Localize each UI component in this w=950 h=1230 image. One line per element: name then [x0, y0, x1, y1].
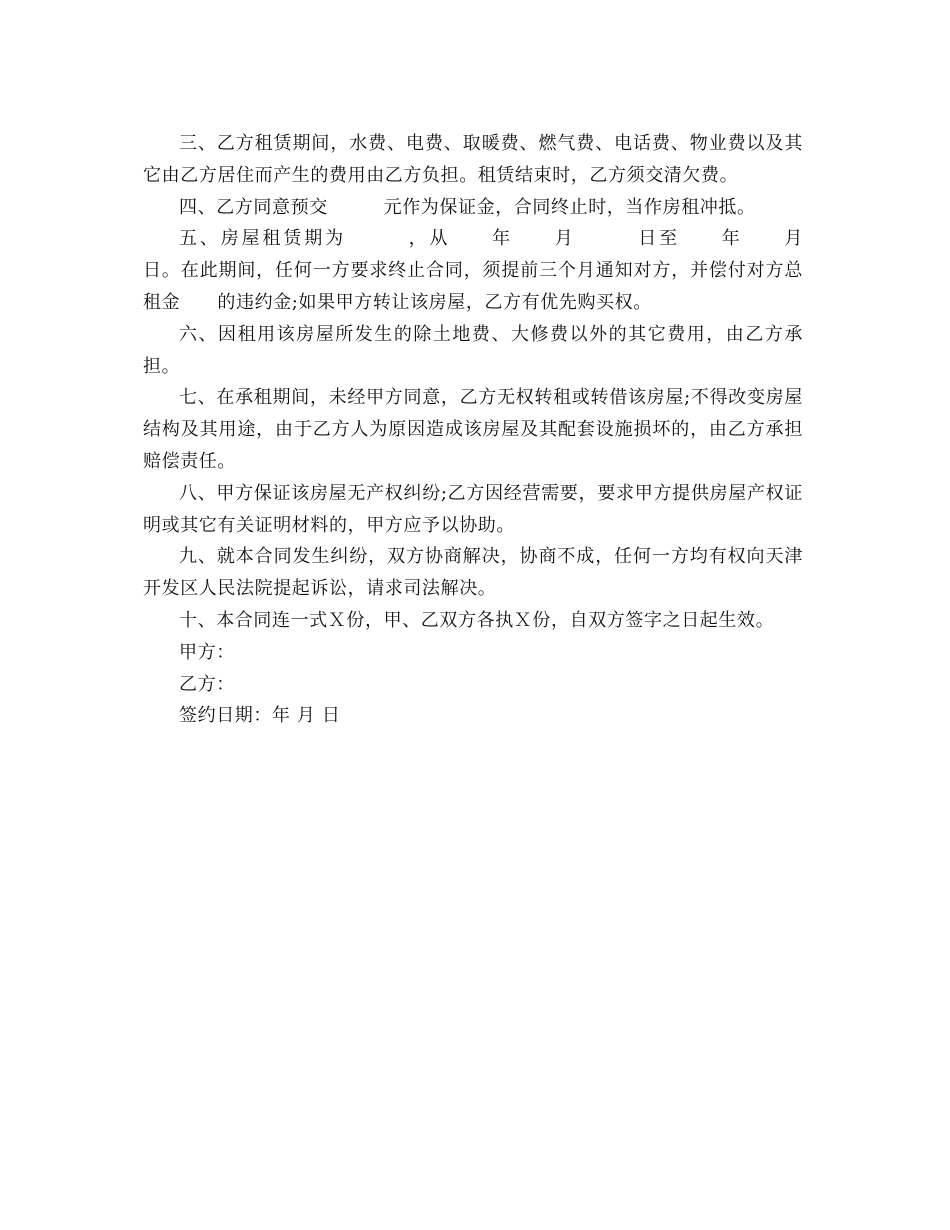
clause-6: 六、因租用该房屋所发生的除土地费、大修费以外的其它费用，由乙方承担。: [143, 323, 803, 377]
clause-8: 八、甲方保证该房屋无产权纠纷;乙方因经营需要，要求甲方提供房屋产权证明或其它有关证明材料的，甲方应予以协助。: [143, 482, 803, 536]
party-b-signature-line: 乙方：: [179, 673, 235, 695]
contract-body: [143, 128, 859, 732]
clause-10: 十、本合同连一式Ｘ份，甲、乙双方各执Ｘ份，自双方签字之日起生效。: [179, 609, 775, 631]
clause-7: 七、在承租期间，未经甲方同意，乙方无权转租或转借该房屋;不得改变房屋结构及其用途，由于乙方人为原因造成该房屋及其配套设施损坏的，由乙方承担赔偿责任。: [143, 387, 803, 472]
clause-3: 三、乙方租赁期间，水费、电费、取暖费、燃气费、电话费、物业费以及其它由乙方居住而产生的费用由乙方负担。租赁结束时，乙方须交清欠费。: [143, 133, 803, 186]
party-a-signature-line: 甲方：: [179, 641, 235, 663]
clause-4: 四、乙方同意预交 元作为保证金，合同终止时，当作房租冲抵。: [179, 196, 756, 218]
clause-5: 五、房屋租赁期为 ，从 年 月 日至 年 月 日。在此期间，任何一方要求终止合同，须提前三个月通知对方，并偿付对方总租金 的违约金;如果甲方转让该房屋，乙方有优先购买权。: [143, 228, 859, 313]
signing-date-line: 签约日期：年 月 日: [179, 705, 341, 727]
clause-9: 九、就本合同发生纠纷，双方协商解决，协商不成，任何一方均有权向天津开发区人民法院提起诉讼，请求司法解决。: [143, 546, 803, 600]
